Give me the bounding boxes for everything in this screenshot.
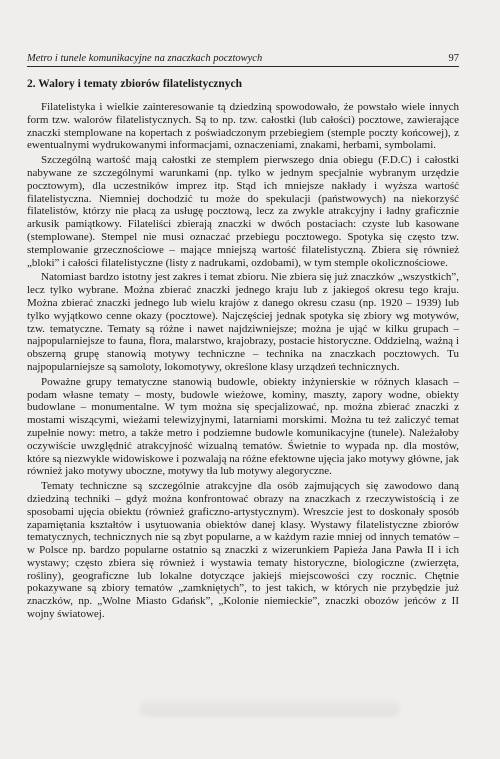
running-head xyxy=(27,52,459,65)
body-text xyxy=(27,101,459,623)
paragraph: Szczególną wartość mają całostki ze stemplem pierwszego dnia obiegu (F.D.C) i całostki nabywane ze szczególnymi warunkami (np. tylko w jednym specjalnie wybranym urzędzie pocztowym), dla uczestników imprez itp. Stąd ich mniejsze nakłady i wyższa wartość filatelistyczna. Niemniej dochodzić tu może do spekulacji (państwowych) na niekorzyść filatelistów, którzy nie płacą za usługę pocztową, lecz za zwykle atrakcyjny i ładny graficznie arkusik pamiątkowy. Filateliści zbierają znaczki w dwóch postaciach: czyste lub kasowane (stemplowane). Stempel nie musi oznaczać przebiegu pocztowego. Spotyka się często tzw. stemplowanie grzecznościowe – mające mniejszą wartość filatelistyczną. Zbiera się również „bloki” i całości filatelistyczne (listy z nadrukami, ozdobami), w tym stemple okolicznościowe. xyxy=(27,154,459,269)
paragraph: Filatelistyka i wielkie zainteresowanie tą dziedziną spowodowało, że powstało wiele innych form tzw. walorów filatelistycznych. Są to np. tzw. całostki (lub całości) pocztowe, zawierające znaczki stemplowane na kopertach z poświadczonym przebiegiem (stemple poczty końcowej), z ewentualnymi wydrukowanymi informacjami, oznaczeniami, znakami, herbami, symbolami. xyxy=(27,101,459,152)
paragraph: Tematy techniczne są szczególnie atrakcyjne dla osób zajmujących się zawodowo daną dziedziną techniki – gdyż można konfrontować obrazy na znaczkach z rzeczywistością i ze sposobami ujęcia obiektu (również graficzno-artystycznym). Wreszcie jest to doskonały sposób zapamiętania kształtów i usytuowania obiektów danej klasy. Wystawy filatelistyczne zbiorów tematycznych, technicznych nie są zbyt popularne, a w każdym razie mniej od innych tematów – w Polsce np. bardzo popularne ostatnio są znaczki z wizerunkiem Papieża Jana Pawła II i ich wystawy; często zbiera się również i wystawia tematy historyczne, biologiczne (zwierzęta, rośliny), geograficzne lub lokalne dotyczące jakiejś miejscowości czy rocznic. Chętnie pokazywane są zbiory tematów „zamkniętych”, to jest takich, w których nie przybędzie już znaczków, np. „Wolne Miasto Gdańsk”, „Kolonie niemieckie”, znaczki obozów jeńców z II wojny światowej. xyxy=(27,480,459,621)
page-number: 97 xyxy=(448,53,459,64)
paragraph: Natomiast bardzo istotny jest zakres i temat zbioru. Nie zbiera się już znaczków „wszystkich”, lecz tylko wybrane. Można zbierać znaczki jednego kraju lub z jakiegoś okresu tego kraju. Można zbierać znaczki jednego lub wielu krajów z danego okresu czasu (np. 1920 – 1939) lub tylko wyjątkowo cenne okazy (pocztowe). Najczęściej jednak spotyka się zbiory wg motywów, tzw. tematyczne. Tematy są różne i nawet najdziwniejsze; można je ująć w kilku grupach – najpopularniejsze to fauna, flora, malarstwo, krajobrazy, postacie historyczne. Oddzielną, ważną i obszerną grupę stanowią motywy techniczne – technika na znaczkach pocztowych. Tu najpopularniejsze są samoloty, lokomotywy, określone klasy urządzeń technicznych. xyxy=(27,271,459,373)
show-through-smudge xyxy=(140,700,400,716)
header-rule xyxy=(27,66,459,67)
section-title: 2. Walory i tematy zbiorów filatelistycznych xyxy=(27,78,243,90)
running-title: Metro i tunele komunikacyjne na znaczkach pocztowych xyxy=(27,53,263,64)
paragraph: Poważne grupy tematyczne stanowią budowle, obiekty inżynierskie w różnych klasach – podam własne tematy – mosty, budowle wieżowe, kominy, maszty, zapory wodne, obiekty budowlane – monumentalne. W tym można się specjalizować, np. można zbierać znaczki z mostami wiszącymi, wieżami telewizyjnymi, latarniami morskimi. Można tu też zaliczyć temat zupełnie nowy: metro, a także metro i podziemne budowle komunikacyjne (tunele). Należałoby oczywiście uwzględnić atrakcyjność wizualną tematów. Świetnie to wypada np. dla mostów, które są niezwykle widowiskowe i pozwalają na różne efektowne ujęcia jako motywy główne, jak również jako motywy uboczne, motywy tła lub motywy alegoryczne. xyxy=(27,375,459,478)
